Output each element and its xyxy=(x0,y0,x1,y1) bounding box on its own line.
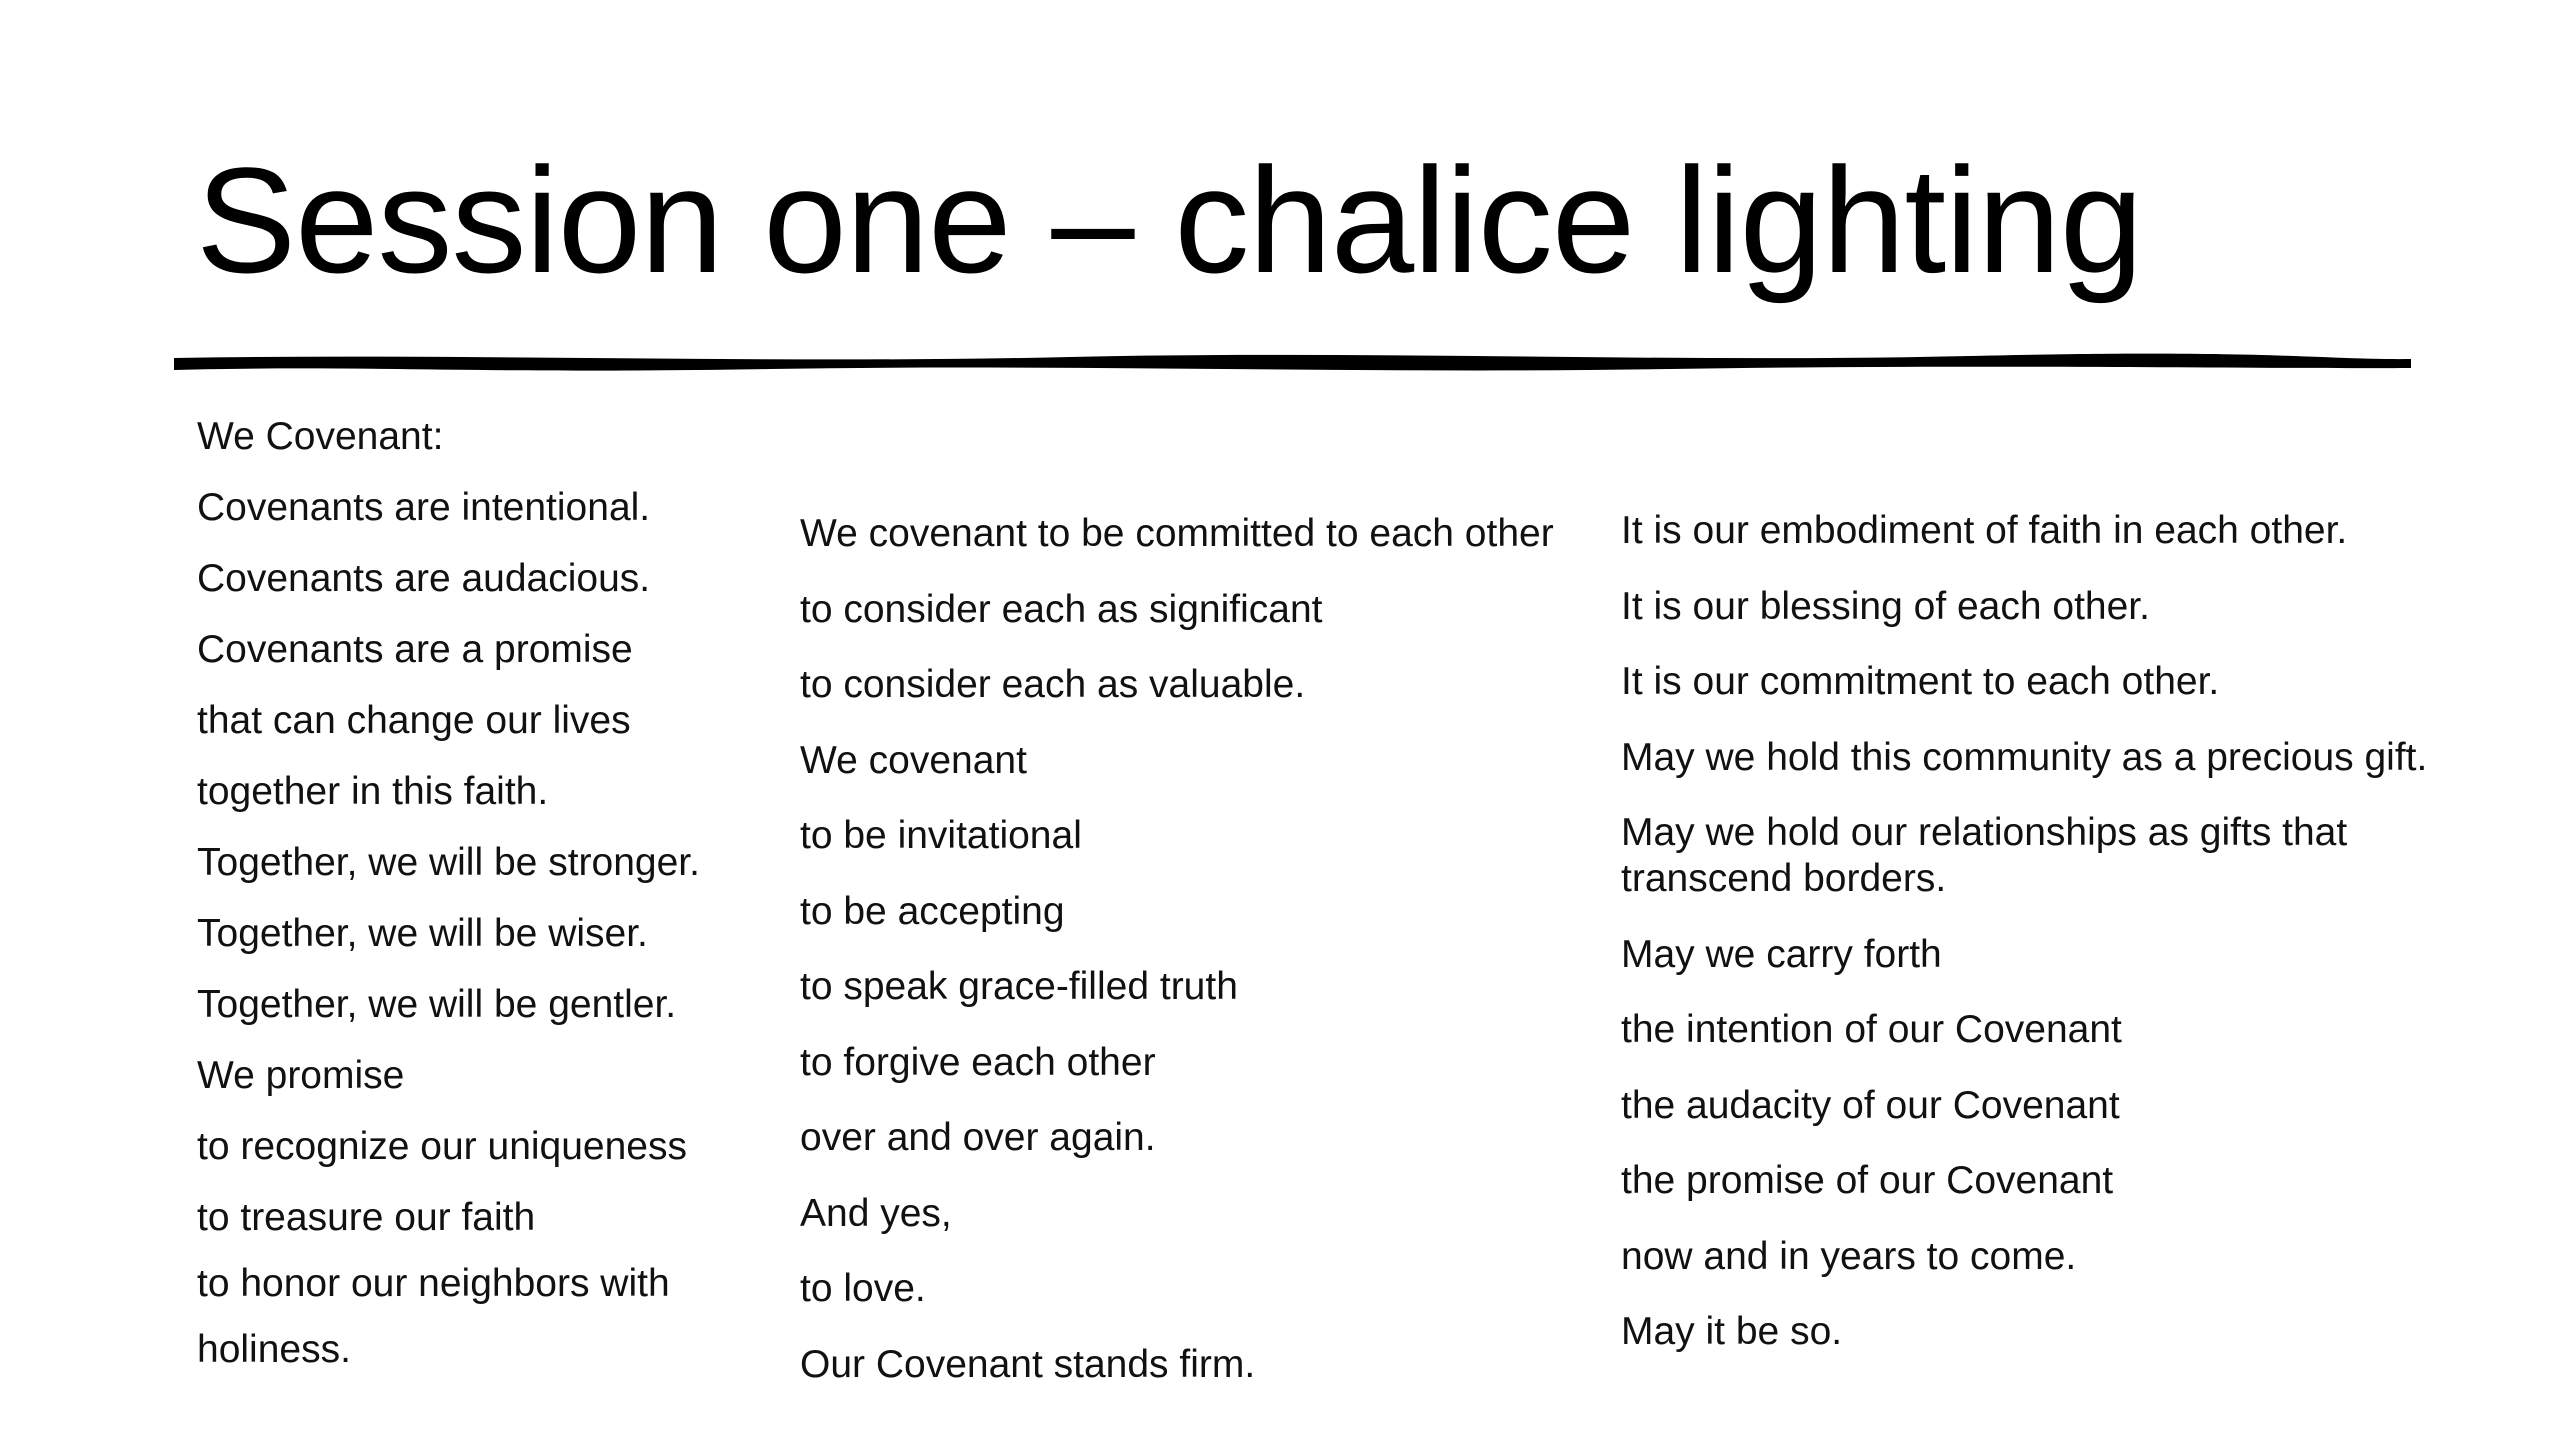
text-line: holiness. xyxy=(197,1328,351,1371)
text-line: And yes, xyxy=(800,1191,952,1235)
text-line: Covenants are intentional. xyxy=(197,486,651,529)
text-line: We covenant to be committed to each other xyxy=(800,512,1554,555)
text-line: Our Covenant stands firm. xyxy=(800,1342,1256,1386)
text-line: May we carry forth xyxy=(1621,932,1942,976)
column-left xyxy=(197,414,757,1398)
text-line: It is our commitment to each other. xyxy=(1621,660,2220,703)
text-line: the audacity of our Covenant xyxy=(1621,1083,2120,1127)
text-line: May we hold our relationships as gifts that transcend borders. xyxy=(1621,811,2348,900)
text-line: to honor our neighbors with xyxy=(197,1262,670,1305)
column-right xyxy=(1621,508,2481,1385)
text-line: to be invitational xyxy=(800,814,1082,857)
title-divider xyxy=(170,344,2415,380)
column-middle xyxy=(800,511,1620,1417)
slide-title: Session one – chalice lighting xyxy=(196,136,2143,304)
text-line: We promise xyxy=(197,1054,405,1097)
text-line: Together, we will be gentler. xyxy=(197,983,677,1026)
text-line: Covenants are a promise xyxy=(197,628,633,671)
text-line: May it be so. xyxy=(1621,1310,1843,1353)
text-line: to love. xyxy=(800,1267,926,1310)
text-line: May we hold this community as a precious gift. xyxy=(1621,735,2428,779)
text-line: to consider each as valuable. xyxy=(800,663,1306,706)
text-line: to forgive each other xyxy=(800,1040,1156,1084)
text-line: over and over again. xyxy=(800,1116,1156,1159)
text-line: that can change our lives xyxy=(197,699,631,742)
text-line: to treasure our faith xyxy=(197,1196,536,1239)
text-line: the promise of our Covenant xyxy=(1621,1159,2114,1202)
text-line: Together, we will be wiser. xyxy=(197,912,648,955)
text-line: to recognize our uniqueness xyxy=(197,1125,687,1168)
text-line: to speak grace-filled truth xyxy=(800,965,1238,1008)
text-line: We Covenant: xyxy=(197,415,444,458)
text-line: together in this faith. xyxy=(197,770,549,813)
text-line: to consider each as significant xyxy=(800,587,1323,631)
text-line: It is our embodiment of faith in each other. xyxy=(1621,509,2348,552)
text-line: the intention of our Covenant xyxy=(1621,1008,2122,1051)
text-line: Covenants are audacious. xyxy=(197,557,651,600)
text-line: now and in years to come. xyxy=(1621,1234,2077,1278)
text-line: We covenant xyxy=(800,738,1027,782)
text-line: It is our blessing of each other. xyxy=(1621,584,2150,628)
text-line: to be accepting xyxy=(800,889,1065,933)
text-line: Together, we will be stronger. xyxy=(197,841,700,884)
